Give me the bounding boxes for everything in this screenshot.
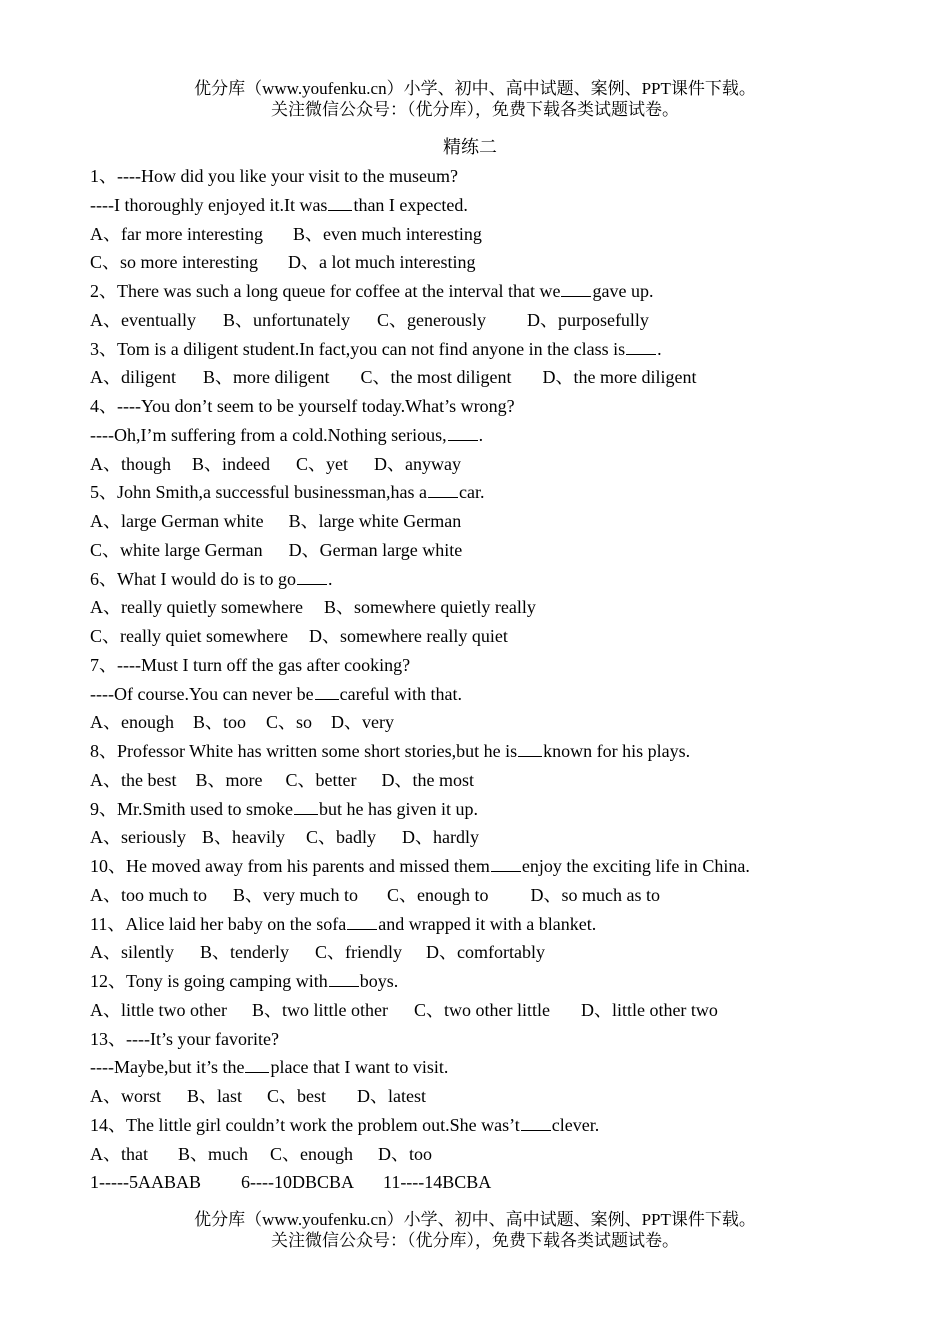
answer-option: B、much: [178, 1143, 248, 1164]
stem-text: but he has given it up.: [319, 798, 478, 819]
answer-option: A、though: [90, 453, 171, 474]
answer-option: D、comfortably: [425, 942, 545, 963]
answer-blank: [518, 737, 542, 757]
answer-option: C、better: [285, 769, 357, 790]
footer-line-1: 优分库（www.youfenku.cn）小学、初中、高中试题、案例、PPT课件下载。: [194, 1210, 756, 1229]
stem-text: clever.: [551, 1114, 600, 1135]
stem-text: ----Oh,I’m suffering from a cold.Nothing serious,: [90, 424, 447, 445]
answer-option: B、too: [193, 712, 247, 733]
answer-blank: [491, 852, 521, 872]
stem-text: 9、Mr.Smith used to smoke: [90, 798, 294, 819]
stem-text: 8、Professor White has written some short stories,but he is: [90, 741, 518, 761]
header-line-1: 优分库（www.youfenku.cn）小学、初中、高中试题、案例、PPT课件下载。: [194, 79, 756, 98]
question-list: [90, 162, 930, 1197]
stem-text: 2、There was such a long queue for coffee at the interval that we: [90, 281, 561, 301]
option-row: [90, 996, 930, 1025]
answer-option: B、large white German: [288, 511, 462, 531]
page-header: [0, 78, 950, 120]
answer-blank: [315, 680, 339, 700]
answer-option: D、the most: [381, 769, 474, 790]
answer-option: D、a lot much interesting: [287, 252, 476, 273]
answer-key-item: 1-----5AABAB: [90, 1172, 201, 1193]
answer-option: A、too much to: [90, 884, 207, 905]
answer-option: D、hardly: [402, 827, 479, 848]
answer-option: B、more diligent: [203, 367, 330, 388]
option-row: [90, 1082, 930, 1111]
stem-text: car.: [458, 482, 485, 503]
answer-option: D、the more diligent: [542, 367, 697, 388]
answer-option: D、so much as to: [530, 884, 660, 905]
question-stem: [90, 910, 930, 939]
answer-blank: [561, 277, 591, 297]
question-stem: [90, 1111, 930, 1140]
stem-text: 5、John Smith,a successful businessman,has a: [90, 482, 427, 503]
answer-option: A、seriously: [90, 827, 186, 848]
stem-text: 14、The little girl couldn’t work the problem out.She was’t: [90, 1114, 520, 1135]
stem-text: boys.: [359, 971, 399, 991]
stem-text: 10、He moved away from his parents and missed them: [90, 856, 490, 876]
answer-option: B、tenderly: [200, 942, 289, 963]
answer-option: D、somewhere really quiet: [308, 626, 508, 646]
answer-blank: [521, 1111, 551, 1131]
option-row: [90, 823, 930, 852]
answer-option: C、enough: [270, 1143, 353, 1164]
answer-option: C、best: [267, 1086, 327, 1106]
option-row: [90, 622, 930, 651]
option-row: [90, 593, 930, 622]
option-row: [90, 881, 930, 910]
stem-text: 3、Tom is a diligent student.In fact,you can not find anyone in the class is: [90, 338, 626, 359]
stem-text: known for his plays.: [543, 741, 691, 761]
answer-option: B、even much interesting: [292, 223, 482, 244]
answer-option: B、indeed: [192, 453, 270, 474]
answer-option: B、two little other: [251, 999, 388, 1020]
header-line-2: 关注微信公众号：（优分库），免费下载各类试题试卷。: [271, 100, 679, 119]
stem-text: gave up.: [592, 281, 654, 301]
answer-option: B、very much to: [233, 884, 358, 905]
answer-option: C、yet: [296, 453, 348, 474]
question-stem: [90, 1053, 930, 1082]
answer-option: C、so: [266, 712, 313, 733]
answer-option: C、badly: [306, 827, 376, 848]
answer-option: B、unfortunately: [222, 309, 350, 330]
stem-text: 12、Tony is going camping with: [90, 971, 328, 991]
answer-option: B、more: [195, 769, 263, 790]
answer-blank: [329, 967, 359, 987]
option-row: [90, 1140, 930, 1169]
answer-blank: [428, 478, 458, 498]
answer-option: A、diligent: [90, 367, 176, 388]
option-row: [90, 363, 930, 392]
option-row: [90, 507, 930, 536]
question-stem: [90, 478, 930, 507]
stem-text: 6、What I would do is to go: [90, 568, 296, 589]
question-stem: [90, 967, 930, 996]
answer-blank: [294, 795, 318, 815]
answer-option: A、little two other: [90, 999, 227, 1020]
question-stem: [90, 565, 930, 594]
answer-key-item: 6----10DBCBA: [240, 1172, 354, 1193]
answer-option: D、German large white: [288, 539, 463, 560]
answer-option: A、eventually: [90, 309, 196, 330]
answer-option: A、enough: [90, 712, 174, 733]
option-row: [90, 450, 930, 479]
answer-option: C、generously: [376, 309, 486, 330]
answer-option: A、silently: [90, 942, 174, 963]
question-stem: [90, 737, 930, 766]
answer-option: A、that: [90, 1143, 148, 1164]
answer-option: D、anyway: [374, 453, 461, 474]
answer-option: C、enough to: [386, 884, 489, 905]
option-row: [90, 306, 930, 335]
question-stem: [90, 795, 930, 824]
question-stem: [90, 191, 930, 220]
stem-text: ----Maybe,but it’s the: [90, 1057, 245, 1078]
option-row: [90, 248, 930, 277]
answer-option: B、heavily: [202, 827, 285, 848]
question-line: 13、----It’s your favorite?: [90, 1028, 279, 1049]
answer-blank: [328, 191, 352, 211]
stem-text: place that I want to visit.: [270, 1057, 449, 1078]
answer-option: B、somewhere quietly really: [323, 597, 536, 618]
stem-text: and wrapped it with a blanket.: [378, 913, 597, 934]
answer-option: B、last: [187, 1086, 243, 1106]
option-row: [90, 938, 930, 967]
question-stem: [90, 680, 930, 709]
answer-blank: [245, 1053, 269, 1073]
stem-text: enjoy the exciting life in China.: [521, 856, 750, 876]
option-row: [90, 766, 930, 795]
question-stem: [90, 335, 930, 364]
answer-option: D、latest: [357, 1086, 427, 1106]
answer-option: D、very: [331, 712, 395, 733]
answer-option: D、purposefully: [526, 309, 649, 330]
answer-option: D、little other two: [580, 999, 718, 1020]
question-stem: [90, 277, 930, 306]
page-footer: [0, 1209, 950, 1251]
answer-option: A、really quietly somewhere: [90, 597, 303, 618]
answer-blank: [297, 565, 327, 585]
stem-text: careful with that.: [339, 683, 463, 704]
answer-option: C、white large German: [90, 539, 263, 560]
answer-key-item: 11----14BCBA: [382, 1172, 492, 1193]
option-row: [90, 220, 930, 249]
stem-text: .: [478, 424, 484, 445]
stem-text: ----Of course.You can never be: [90, 683, 314, 704]
answer-option: A、large German white: [90, 511, 264, 531]
option-row: [90, 708, 930, 737]
footer-line-2: 关注微信公众号：（优分库），免费下载各类试题试卷。: [271, 1231, 679, 1250]
answer-option: C、the most diligent: [360, 367, 512, 388]
question-stem: [90, 421, 930, 450]
stem-text: than I expected.: [353, 194, 468, 215]
answer-option: A、the best: [90, 769, 177, 790]
answer-key: [90, 1168, 930, 1197]
answer-option: A、far more interesting: [90, 223, 263, 244]
answer-option: C、really quiet somewhere: [90, 626, 288, 646]
answer-blank: [347, 910, 377, 930]
question-line: 1、----How did you like your visit to the museum?: [90, 166, 458, 186]
option-row: [90, 536, 930, 565]
answer-option: C、so more interesting: [90, 252, 258, 273]
stem-text: .: [327, 568, 333, 589]
question-line: 7、----Must I turn off the gas after cooking?: [90, 654, 411, 675]
answer-blank: [626, 335, 656, 355]
stem-text: .: [657, 338, 662, 359]
answer-option: C、friendly: [314, 942, 402, 963]
question-stem: [90, 852, 930, 881]
stem-text: 11、Alice laid her baby on the sofa: [90, 913, 347, 934]
answer-blank: [448, 421, 478, 441]
question-line: 4、----You don’t seem to be yourself today.What’s wrong?: [90, 396, 515, 416]
stem-text: ----I thoroughly enjoyed it.It was: [90, 194, 328, 215]
page-title: 精练二: [443, 137, 497, 157]
answer-option: C、two other little: [413, 999, 550, 1020]
answer-option: D、too: [378, 1143, 432, 1164]
answer-option: A、worst: [90, 1086, 161, 1106]
